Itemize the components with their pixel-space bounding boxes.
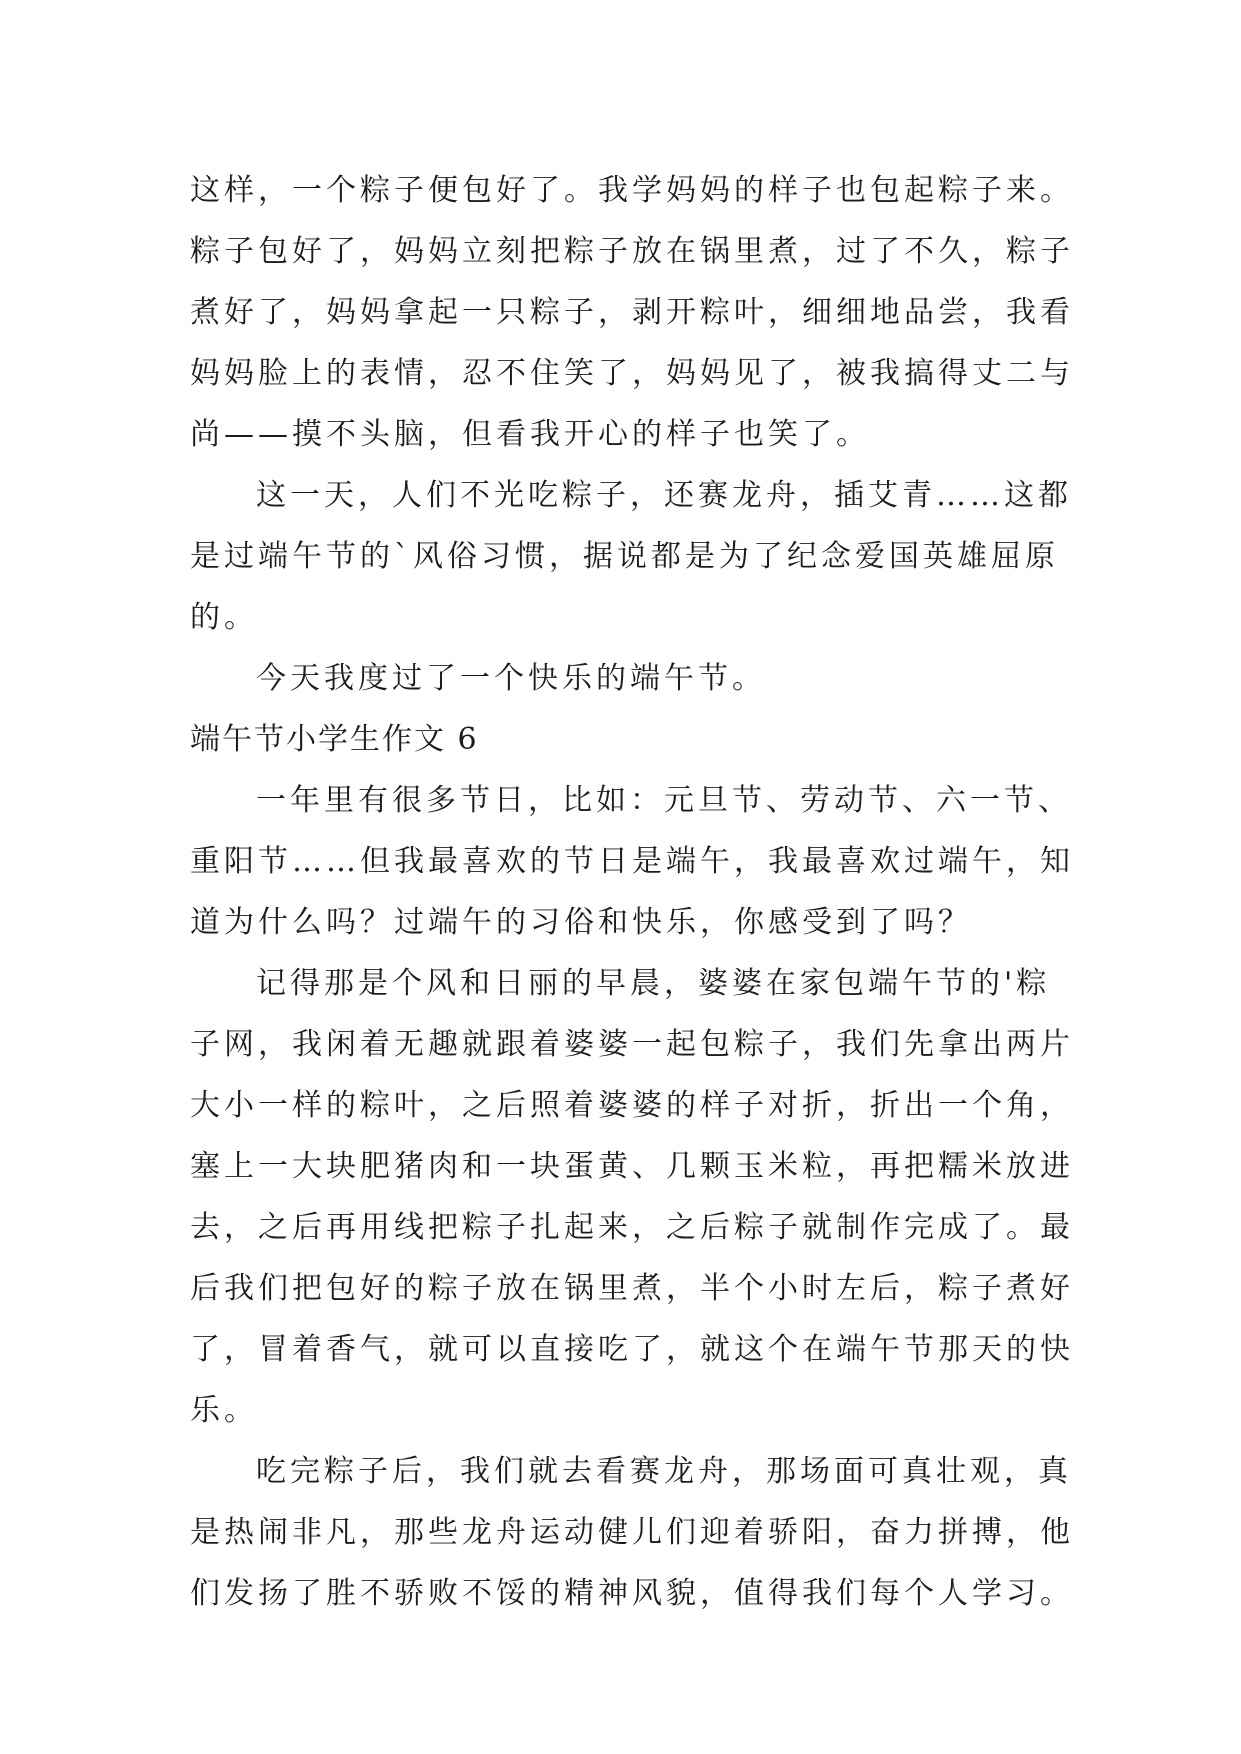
text-line: 子网，我闲着无趣就跟着婆婆一起包粽子，我们先拿出两片 <box>190 1027 1074 1062</box>
essay-6-body <box>190 770 1075 1624</box>
document-body <box>190 160 1075 1624</box>
text-line: 吃完粽子后，我们就去看赛龙舟，那场面可真壮观，真 <box>256 1454 1072 1489</box>
text-line: 尚——摸不头脑，但看我开心的样子也笑了。 <box>190 417 870 452</box>
text-line: 后我们把包好的粽子放在锅里煮，半个小时左后，粽子煮好 <box>190 1271 1074 1306</box>
text-line: 的。 <box>190 600 258 635</box>
text-line: 一年里有很多节日，比如：元旦节、劳动节、六一节、 <box>256 783 1072 818</box>
text-line: 粽子包好了，妈妈立刻把粽子放在锅里煮，过了不久，粽子 <box>190 234 1074 269</box>
text-line: 是热闹非凡，那些龙舟运动健儿们迎着骄阳，奋力拼搏，他 <box>190 1515 1074 1550</box>
text-line: 煮好了，妈妈拿起一只粽子，剥开粽叶，细细地品尝，我看 <box>190 295 1074 330</box>
text-line: 乐。 <box>190 1393 258 1428</box>
text-line: 道为什么吗？过端午的习俗和快乐，你感受到了吗？ <box>190 905 972 940</box>
text-line: 去，之后再用线把粽子扎起来，之后粽子就制作完成了。最 <box>190 1210 1074 1245</box>
essay-heading: 端午节小学生作文 6 <box>190 722 479 757</box>
text-line: 记得那是个风和日丽的早晨，婆婆在家包端午节的'粽 <box>256 966 1051 1001</box>
text-line: 妈妈脸上的表情，忍不住笑了，妈妈见了，被我搞得丈二与 <box>190 356 1074 391</box>
text-line: 们发扬了胜不骄败不馁的精神风貌，值得我们每个人学习。 <box>190 1576 1074 1611</box>
text-line: 这样，一个粽子便包好了。我学妈妈的样子也包起粽子来。 <box>190 173 1074 208</box>
text-line: 是过端午节的`风俗习惯，据说都是为了纪念爱国英雄屈原 <box>190 539 1059 574</box>
text-line: 这一天，人们不光吃粽子，还赛龙舟，插艾青……这都 <box>256 478 1072 513</box>
text-line: 今天我度过了一个快乐的端午节。 <box>256 661 766 696</box>
text-line: 了，冒着香气，就可以直接吃了，就这个在端午节那天的快 <box>190 1332 1074 1367</box>
essay-5-ending <box>190 160 1075 709</box>
text-line: 塞上一大块肥猪肉和一块蛋黄、几颗玉米粒，再把糯米放进 <box>190 1149 1074 1184</box>
text-line: 大小一样的粽叶，之后照着婆婆的样子对折，折出一个角， <box>190 1088 1074 1123</box>
text-line: 重阳节……但我最喜欢的节日是端午，我最喜欢过端午，知 <box>190 844 1074 879</box>
